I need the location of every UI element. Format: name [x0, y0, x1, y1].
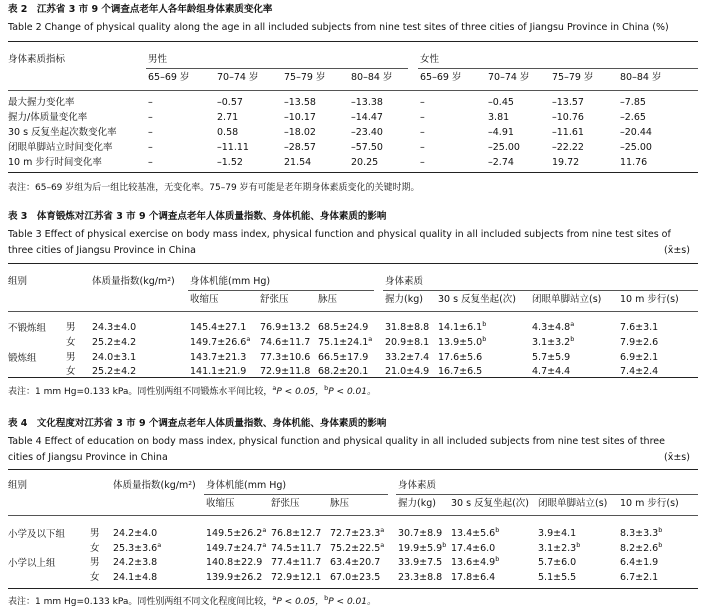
- age-header: 70–74 岁: [488, 72, 530, 83]
- cell: [538, 572, 576, 584]
- cell-value: 24.1±4.8: [113, 572, 158, 583]
- cell: [620, 337, 658, 349]
- sub-header: 舒张压: [260, 294, 289, 305]
- cell: [92, 337, 136, 349]
- sub-header: 30 s 反复坐起(次): [451, 498, 529, 509]
- note-text: P < 0.01。: [328, 597, 376, 607]
- age-header: 75–79 岁: [284, 72, 326, 83]
- cell-value: 17.4±6.0: [451, 543, 496, 554]
- table-2-title-cn: 表 2 江苏省 3 市 9 个调查点老年人各年龄组身体素质变化率: [8, 4, 273, 15]
- cell-value: 8.2±2.6: [620, 543, 659, 554]
- cell: [438, 337, 486, 349]
- table-2-title-en: Table 2 Change of physical quality along the age in all included subjects from nine test sites of three cities of Jiangsu Province in China (%): [8, 22, 669, 33]
- cell: [318, 352, 368, 364]
- cell-value: 13.6±4.9: [451, 557, 496, 568]
- cell: [330, 528, 384, 540]
- cell: [538, 557, 576, 569]
- significance-marker: a: [246, 335, 251, 343]
- cell: 20.25: [351, 157, 379, 168]
- table-4-title-en-line1: Table 4 Effect of education on body mass index, physical function and physical quality in all included subjects from nine test sites of three: [8, 436, 665, 447]
- cell-value: 77.4±11.7: [271, 557, 322, 568]
- cell: [451, 572, 495, 584]
- cell-value: 13.4±5.6: [451, 528, 496, 539]
- function-span-rule: [204, 494, 388, 495]
- cell: [206, 543, 266, 555]
- cell: [620, 528, 662, 540]
- significance-marker: b: [576, 541, 581, 549]
- cell-value: 145.4±27.1: [190, 322, 247, 333]
- cell: –23.40: [351, 127, 383, 138]
- cell: [538, 543, 580, 555]
- cell: –: [148, 142, 153, 153]
- cell: –: [148, 112, 153, 123]
- cell: [260, 322, 310, 334]
- cell-value: 5.1±5.5: [538, 572, 577, 583]
- cell-value: 30.7±8.9: [398, 528, 443, 539]
- cell: [620, 543, 662, 555]
- cell: –: [148, 97, 153, 108]
- male-group-header: 男性: [148, 54, 168, 65]
- cell: –13.57: [552, 97, 584, 108]
- cell: [538, 528, 576, 540]
- cell: [620, 322, 658, 334]
- cell: –: [420, 127, 425, 138]
- significance-marker: b: [482, 320, 487, 328]
- cell-value: 33.9±7.5: [398, 557, 443, 568]
- sub-header: 10 m 步行(s): [620, 498, 679, 509]
- cell-value: 23.3±8.8: [398, 572, 443, 583]
- sub-header: 脉压: [318, 294, 338, 305]
- sub-header: 舒张压: [271, 498, 300, 509]
- cell: –13.58: [284, 97, 316, 108]
- header-rule: [8, 515, 698, 516]
- sub-header: 闭眼单脚站立(s): [538, 498, 608, 509]
- cell-value: 72.9±12.1: [271, 572, 322, 583]
- cell: [113, 572, 157, 584]
- cell: [330, 557, 380, 569]
- cell: [398, 572, 442, 584]
- cell: 3.81: [488, 112, 510, 123]
- cell: –2.65: [620, 112, 646, 123]
- quality-span-rule: [383, 290, 698, 291]
- sub-header: 10 m 步行(s): [620, 294, 679, 305]
- cell-value: 6.7±2.1: [620, 572, 659, 583]
- significance-marker: b: [658, 541, 663, 549]
- sub-header: 闭眼单脚站立(s): [532, 294, 602, 305]
- significance-marker: a: [368, 335, 373, 343]
- cell: [190, 337, 250, 349]
- cell: [451, 543, 495, 555]
- note-text: P < 0.05，: [276, 387, 325, 397]
- cell-value: 13.9±5.0: [438, 337, 483, 348]
- sex-label: 女: [66, 366, 76, 377]
- cell: –: [420, 157, 425, 168]
- cell: –1.52: [217, 157, 243, 168]
- row-label: 最大握力变化率: [8, 97, 75, 108]
- age-header: 65–69 岁: [148, 72, 190, 83]
- cell-value: 72.9±11.8: [260, 366, 311, 377]
- sub-header: 收缩压: [190, 294, 219, 305]
- significance-marker: b: [442, 541, 447, 549]
- cell-value: 67.0±23.5: [330, 572, 381, 583]
- sex-label: 女: [66, 337, 76, 348]
- cell-value: 25.2±4.2: [92, 366, 137, 377]
- row-label: 闭眼单脚站立时间变化率: [8, 142, 113, 153]
- cell: –: [420, 142, 425, 153]
- quality-span-rule: [396, 494, 698, 495]
- cell-value: 149.7±24.7: [206, 543, 263, 554]
- cell: [271, 543, 321, 555]
- note-text: P < 0.01。: [328, 387, 376, 397]
- sex-label: 女: [90, 572, 100, 583]
- cell-value: 149.5±26.2: [206, 528, 263, 539]
- cell-value: 68.5±24.9: [318, 322, 369, 333]
- cell: –10.17: [284, 112, 316, 123]
- cell-value: 76.9±13.2: [260, 322, 311, 333]
- cell: [271, 572, 321, 584]
- cell: [330, 572, 380, 584]
- group-label: 锻炼组: [8, 353, 37, 364]
- cell: [620, 557, 658, 569]
- cell: [271, 528, 321, 540]
- cell: –20.44: [620, 127, 652, 138]
- sex-label: 男: [90, 557, 100, 568]
- cell: –13.38: [351, 97, 383, 108]
- cell-value: 75.2±22.5: [330, 543, 381, 554]
- cell: 19.72: [552, 157, 580, 168]
- stub-header: 身体素质指标: [8, 54, 66, 65]
- cell-value: 3.1±3.2: [532, 337, 571, 348]
- bmi-header: 体质量指数(kg/m²): [92, 276, 175, 287]
- cell: [532, 322, 574, 334]
- significance-marker: a: [380, 526, 385, 534]
- top-rule: [8, 469, 698, 470]
- table-4-note: [8, 596, 376, 608]
- sub-header: 脉压: [330, 498, 350, 509]
- quality-header: 身体素质: [385, 276, 424, 287]
- cell-value: 5.7±6.0: [538, 557, 577, 568]
- cell: [451, 528, 499, 540]
- group-label: 不锻炼组: [8, 323, 47, 334]
- cell: 2.71: [217, 112, 239, 123]
- sub-header: 握力(kg): [385, 294, 423, 305]
- top-rule: [8, 41, 698, 42]
- cell: 0.58: [217, 127, 239, 138]
- group-header: 组别: [8, 480, 28, 491]
- cell-value: 3.9±4.1: [538, 528, 577, 539]
- female-span-rule: [418, 68, 698, 69]
- cell-value: 141.1±21.9: [190, 366, 247, 377]
- cell-value: 7.9±2.6: [620, 337, 659, 348]
- note-sup: a: [272, 594, 277, 602]
- cell-value: 25.2±4.2: [92, 337, 137, 348]
- group-label: 小学以上组: [8, 558, 56, 569]
- cell-value: 21.0±4.9: [385, 366, 430, 377]
- cell: [385, 322, 429, 334]
- cell: –2.74: [488, 157, 514, 168]
- cell: [398, 528, 442, 540]
- cell-value: 8.3±3.3: [620, 528, 659, 539]
- cell: [451, 557, 499, 569]
- function-span-rule: [188, 290, 374, 291]
- cell-value: 72.7±23.3: [330, 528, 381, 539]
- female-group-header: 女性: [420, 54, 440, 65]
- bottom-rule: [8, 588, 698, 589]
- cell-value: 24.0±3.1: [92, 352, 137, 363]
- cell-value: 24.2±3.8: [113, 557, 158, 568]
- cell: [271, 557, 321, 569]
- cell: [385, 337, 429, 349]
- cell-value: 63.4±20.7: [330, 557, 381, 568]
- cell: [206, 528, 266, 540]
- cell: –0.45: [488, 97, 514, 108]
- cell-value: 6.4±1.9: [620, 557, 659, 568]
- age-header: 75–79 岁: [552, 72, 594, 83]
- note-text: P < 0.05，: [276, 597, 325, 607]
- cell-value: 75.1±24.1: [318, 337, 369, 348]
- cell: [318, 322, 368, 334]
- cell: –11.11: [217, 142, 249, 153]
- cell: [206, 557, 262, 569]
- cell: –: [148, 127, 153, 138]
- bmi-header: 体质量指数(kg/m²): [113, 480, 196, 491]
- cell: [206, 572, 262, 584]
- table-3-title-en-line1: Table 3 Effect of physical exercise on body mass index, physical function and physical quality in all included subjects from nine test sites of: [8, 229, 671, 240]
- cell: 21.54: [284, 157, 312, 168]
- cell: –4.91: [488, 127, 514, 138]
- significance-marker: a: [380, 541, 385, 549]
- table-3-title-en-line2: three cities of Jiangsu Province in China: [8, 245, 196, 256]
- note-sup: b: [324, 594, 329, 602]
- significance-marker: a: [570, 320, 575, 328]
- cell: [620, 352, 658, 364]
- cell: [385, 352, 429, 364]
- header-rule: [8, 90, 698, 91]
- significance-marker: b: [495, 555, 500, 563]
- cell: –7.85: [620, 97, 646, 108]
- sex-label: 男: [66, 322, 76, 333]
- cell: –14.47: [351, 112, 383, 123]
- significance-marker: b: [495, 526, 500, 534]
- function-header: 身体机能(mm Hg): [206, 480, 287, 491]
- cell: –18.02: [284, 127, 316, 138]
- sex-label: 女: [90, 543, 100, 554]
- cell-value: 74.5±11.7: [271, 543, 322, 554]
- function-header: 身体机能(mm Hg): [190, 276, 271, 287]
- cell: –0.57: [217, 97, 243, 108]
- note-text: 表注：1 mm Hg=0.133 kPa。同性别两组不同文化程度间比较，: [8, 597, 273, 607]
- table-4-title-cn: 表 4 文化程度对江苏省 3 市 9 个调查点老年人体质量指数、身体机能、身体素质的影响: [8, 418, 387, 429]
- cell: [190, 322, 246, 334]
- age-header: 80–84 岁: [351, 72, 393, 83]
- cell-value: 17.6±5.6: [438, 352, 483, 363]
- age-header: 70–74 岁: [217, 72, 259, 83]
- cell-value: 4.7±4.4: [532, 366, 571, 377]
- cell: [260, 352, 310, 364]
- cell-value: 143.7±21.3: [190, 352, 247, 363]
- cell-value: 24.3±4.0: [92, 322, 137, 333]
- significance-marker: a: [262, 541, 267, 549]
- cell: –: [420, 112, 425, 123]
- cell-value: 77.3±10.6: [260, 352, 311, 363]
- cell: –57.50: [351, 142, 383, 153]
- cell: [113, 528, 157, 540]
- cell: [438, 352, 482, 364]
- cell-value: 16.7±6.5: [438, 366, 483, 377]
- cell: [260, 337, 310, 349]
- cell: [113, 543, 161, 555]
- cell: [438, 322, 486, 334]
- cell-value: 14.1±6.1: [438, 322, 483, 333]
- note-sup: a: [272, 384, 277, 392]
- note-sup: b: [324, 384, 329, 392]
- cell-value: 5.7±5.9: [532, 352, 571, 363]
- cell: [398, 543, 446, 555]
- cell: [330, 543, 384, 555]
- cell: [318, 337, 372, 349]
- row-label: 握力/体质量变化率: [8, 112, 88, 123]
- cell-value: 17.8±6.4: [451, 572, 496, 583]
- cell-value: 25.3±3.6: [113, 543, 158, 554]
- cell: –11.61: [552, 127, 584, 138]
- age-header: 65–69 岁: [420, 72, 462, 83]
- cell: 11.76: [620, 157, 648, 168]
- cell: –22.22: [552, 142, 584, 153]
- table-3-unit: (x̄±s): [664, 245, 690, 256]
- cell-value: 19.9±5.9: [398, 543, 443, 554]
- cell-value: 66.5±17.9: [318, 352, 369, 363]
- quality-header: 身体素质: [398, 480, 437, 491]
- cell: [398, 557, 442, 569]
- group-label: 小学及以下组: [8, 529, 66, 540]
- sub-header: 30 s 反复坐起(次): [438, 294, 516, 305]
- sex-label: 男: [66, 352, 76, 363]
- cell: –: [148, 157, 153, 168]
- cell-value: 4.3±4.8: [532, 322, 571, 333]
- table-4-unit: (x̄±s): [664, 452, 690, 463]
- cell-value: 7.6±3.1: [620, 322, 659, 333]
- male-span-rule: [146, 68, 408, 69]
- sex-label: 男: [90, 528, 100, 539]
- table-4-title-en-line2: cities of Jiangsu Province in China: [8, 452, 168, 463]
- cell-value: 3.1±2.3: [538, 543, 577, 554]
- cell-value: 149.7±26.6: [190, 337, 247, 348]
- cell: [92, 322, 136, 334]
- cell-value: 33.2±7.4: [385, 352, 430, 363]
- cell: [92, 352, 136, 364]
- row-label: 30 s 反复坐起次数变化率: [8, 127, 117, 138]
- cell: –: [420, 97, 425, 108]
- cell-value: 24.2±4.0: [113, 528, 158, 539]
- age-header: 80–84 岁: [620, 72, 662, 83]
- cell: [532, 352, 570, 364]
- top-rule: [8, 263, 698, 264]
- table-2-note: 表注：65–69 岁组为后一组比较基准，无变化率。75–79 岁有可能是老年期身体素质变化的关键时期。: [8, 183, 420, 193]
- bottom-rule: [8, 377, 698, 378]
- cell: [113, 557, 157, 569]
- significance-marker: b: [570, 335, 575, 343]
- sub-header: 握力(kg): [398, 498, 436, 509]
- cell: –25.00: [488, 142, 520, 153]
- table-3-note: [8, 386, 376, 398]
- cell: [620, 572, 658, 584]
- significance-marker: b: [482, 335, 487, 343]
- significance-marker: b: [658, 526, 663, 534]
- row-label: 10 m 步行时间变化率: [8, 157, 102, 168]
- note-text: 表注：1 mm Hg=0.133 kPa。同性别两组不同锻炼水平间比较，: [8, 387, 273, 397]
- cell-value: 31.8±8.8: [385, 322, 430, 333]
- cell-value: 6.9±2.1: [620, 352, 659, 363]
- cell-value: 20.9±8.1: [385, 337, 430, 348]
- cell: [532, 337, 574, 349]
- cell: –25.00: [620, 142, 652, 153]
- bottom-rule: [8, 172, 698, 173]
- group-header: 组别: [8, 276, 28, 287]
- sub-header: 收缩压: [206, 498, 235, 509]
- significance-marker: a: [157, 541, 162, 549]
- cell-value: 76.8±12.7: [271, 528, 322, 539]
- cell: [190, 352, 246, 364]
- cell-value: 74.6±11.7: [260, 337, 311, 348]
- cell: –10.76: [552, 112, 584, 123]
- cell-value: 7.4±2.4: [620, 366, 659, 377]
- cell-value: 139.9±26.2: [206, 572, 263, 583]
- significance-marker: a: [262, 526, 267, 534]
- header-rule: [8, 311, 698, 312]
- cell: –28.57: [284, 142, 316, 153]
- cell-value: 140.8±22.9: [206, 557, 263, 568]
- table-3-title-cn: 表 3 体育锻炼对江苏省 3 市 9 个调查点老年人体质量指数、身体机能、身体素质的影响: [8, 211, 387, 222]
- cell-value: 68.2±20.1: [318, 366, 369, 377]
